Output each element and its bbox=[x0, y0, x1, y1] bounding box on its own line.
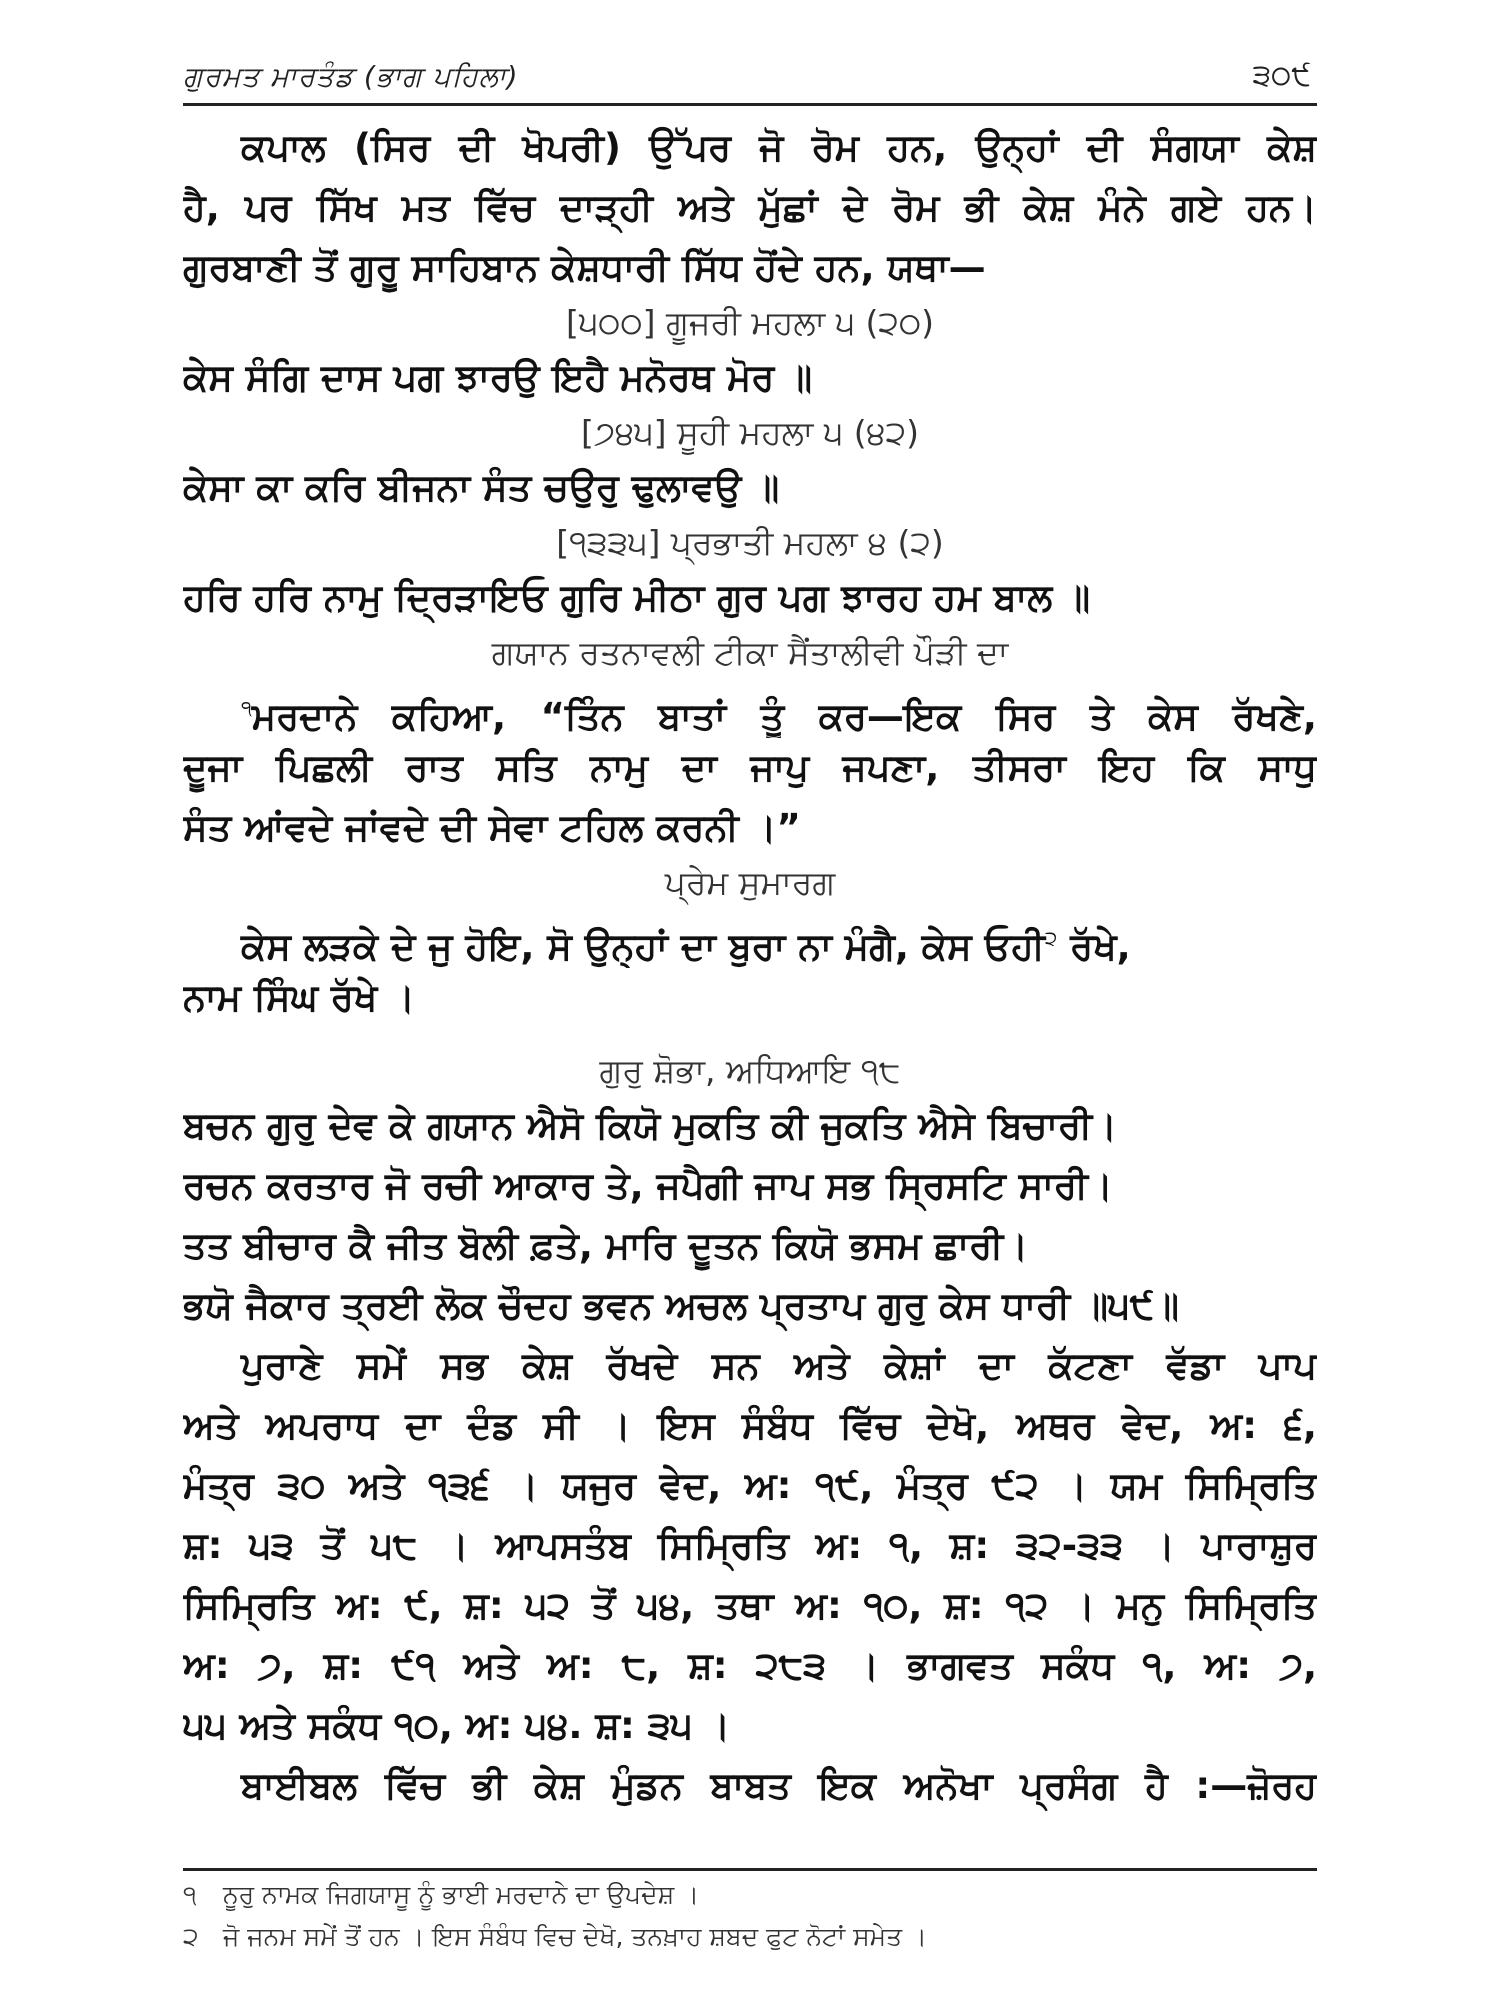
paragraph-line: ਗੁਰਬਾਣੀ ਤੋਂ ਗੁਰੂ ਸਾਹਿਬਾਨ ਕੇਸ਼ਧਾਰੀ ਸਿੱਧ ਹੋਂਦੇ ਹਨ, ਯਥਾ— bbox=[183, 246, 986, 289]
scripture-quote: ਹਰਿ ਹਰਿ ਨਾਮੁ ਦ੍ਰਿੜਾਇਓ ਗੁਰਿ ਮੀਠਾ ਗੁਰ ਪਗ ਝਾਰਹ ਹਮ ਬਾਲ ॥ bbox=[183, 576, 1091, 619]
header-rule bbox=[183, 103, 1317, 106]
verse-line: ਤਤ ਬੀਚਾਰ ਕੈ ਜੀਤ ਬੋਲੀ ਫ਼ਤੇ, ਮਾਰਿ ਦੂਤਨ ਕਿਯੋ ਭਸਮ ਛਾਰੀ। bbox=[183, 1224, 1029, 1267]
paragraph-line: ਹੈ, ਪਰ ਸਿੱਖ ਮਤ ਵਿੱਚ ਦਾੜ੍ਹੀ ਅਤੇ ਮੁੱਛਾਂ ਦੇ ਰੋਮ ਭੀ ਕੇਸ਼ ਮੰਨੇ ਗਏ ਹਨ। bbox=[183, 186, 1317, 229]
paragraph-line: ੫੫ ਅਤੇ ਸਕੰਧ ੧੦, ਅ: ੫੪. ਸ਼: ੩੫ । bbox=[183, 1704, 731, 1747]
paragraph-line: ਮੰਤ੍ਰ ੩੦ ਅਤੇ ੧੩੬ । ਯਜੁਰ ਵੇਦ, ਅ: ੧੯, ਮੰਤ੍ਰ ੯੨ । ਯਮ ਸਿਮ੍ਰਿਤਿ bbox=[183, 1464, 1317, 1507]
section-title: ਗਯਾਨ ਰਤਨਾਵਲੀ ਟੀਕਾ ਸੈਂਤਾਲੀਵੀ ਪੌੜੀ ਦਾ bbox=[491, 633, 1009, 672]
footnote bbox=[183, 1922, 1317, 1952]
book-title: ਗੁਰਮਤ ਮਾਰਤੰਡ (ਭਾਗ ਪਹਿਲਾ) bbox=[183, 60, 519, 93]
spacer bbox=[183, 1028, 1317, 1046]
paragraph-line: ਕਪਾਲ (ਸਿਰ ਦੀ ਖੋਪਰੀ) ਉੱਪਰ ਜੋ ਰੋਮ ਹਨ, ਉਨ੍ਹਾਂ ਦੀ ਸੰਗਯਾ ਕੇਸ਼ bbox=[241, 126, 1317, 169]
running-header bbox=[183, 58, 1317, 102]
page-body bbox=[183, 118, 1317, 1816]
paragraph-line: ਨਾਮ ਸਿੰਘ ਰੱਖੇ । bbox=[183, 976, 416, 1019]
scripture-quote: ਕੇਸ ਸੰਗਿ ਦਾਸ ਪਗ ਝਾਰਉ ਇਹੈ ਮਨੋਰਥ ਮੋਰ ॥ bbox=[183, 356, 813, 399]
line-text: ਮਰਦਾਨੇ ਕਹਿਆ, “ਤਿੰਨ ਬਾਤਾਂ ਤੂੰ ਕਰ—ਇਕ ਸਿਰ ਤੇ ਕੇਸ ਰੱਖਣੇ, bbox=[251, 695, 1317, 738]
scripture-quote: ਕੇਸਾ ਕਾ ਕਰਿ ਬੀਜਨਾ ਸੰਤ ਚਉਰੁ ਢੁਲਾਵਉ ॥ bbox=[183, 466, 780, 509]
page-number: ੩੦੯ bbox=[1252, 58, 1311, 93]
footnote-marker: ੧ bbox=[241, 696, 252, 720]
scripture-reference: [੫੦੦] ਗੂਜਰੀ ਮਹਲਾ ੫ (੨੦) bbox=[565, 303, 935, 342]
verse-line: ਬਚਨ ਗੁਰੁ ਦੇਵ ਕੇ ਗਯਾਨ ਐਸੋ ਕਿਯੋ ਮੁਕਤਿ ਕੀ ਜੁਕਤਿ ਐਸੇ ਬਿਚਾਰੀ। bbox=[183, 1104, 1118, 1147]
scripture-reference: [੭੪੫] ਸੂਹੀ ਮਹਲਾ ੫ (੪੨) bbox=[580, 413, 920, 452]
footnote-text: ਨੂਰੁ ਨਾਮਕ ਜਿਗਯਾਸੂ ਨੂੰ ਭਾਈ ਮਰਦਾਨੇ ਦਾ ਉਪਦੇਸ਼ । bbox=[223, 1880, 700, 1909]
paragraph-line: ਅਤੇ ਅਪਰਾਧ ਦਾ ਦੰਡ ਸੀ । ਇਸ ਸੰਬੰਧ ਵਿੱਚ ਦੇਖੋ, ਅਥਰ ਵੇਦ, ਅ: ੬, bbox=[183, 1404, 1317, 1447]
paragraph-line: ਦੂਜਾ ਪਿਛਲੀ ਰਾਤ ਸਤਿ ਨਾਮੁ ਦਾ ਜਾਪੁ ਜਪਣਾ, ਤੀਸਰਾ ਇਹ ਕਿ ਸਾਧੁ bbox=[183, 746, 1317, 789]
paragraph-line bbox=[183, 908, 1317, 968]
footnote-text: ਜੋ ਜਨਮ ਸਮੇਂ ਤੋਂ ਹਨ । ਇਸ ਸੰਬੰਧ ਵਿਚ ਦੇਖੋ, ਤਨਖ਼ਾਹ ਸ਼ਬਦ ਫੁਟ ਨੋਟਾਂ ਸਮੇਤ । bbox=[223, 1922, 927, 1951]
paragraph-line: ਸਿਮ੍ਰਿਤਿ ਅ: ੯, ਸ਼: ੫੨ ਤੋਂ ੫੪, ਤਥਾ ਅ: ੧੦, ਸ਼: ੧੨ । ਮਨੁ ਸਿਮ੍ਰਿਤਿ bbox=[183, 1584, 1317, 1627]
paragraph-line: ਅ: ੭, ਸ਼: ੯੧ ਅਤੇ ਅ: ੮, ਸ਼: ੨੮੩ । ਭਾਗਵਤ ਸਕੰਧ ੧, ਅ: ੭, bbox=[183, 1644, 1317, 1687]
line-text: ਰੱਖੇ, bbox=[1057, 925, 1131, 968]
paragraph-line: ਪੁਰਾਣੇ ਸਮੇਂ ਸਭ ਕੇਸ਼ ਰੱਖਦੇ ਸਨ ਅਤੇ ਕੇਸ਼ਾਂ ਦਾ ਕੱਟਣਾ ਵੱਡਾ ਪਾਪ bbox=[241, 1344, 1317, 1387]
footnote-rule bbox=[183, 1868, 1317, 1871]
paragraph-line: ਬਾਈਬਲ ਵਿੱਚ ਭੀ ਕੇਸ਼ ਮੁੰਡਨ ਬਾਬਤ ਇਕ ਅਨੋਖਾ ਪ੍ਰਸੰਗ ਹੈ :—ਜ਼ੋਰਹ bbox=[241, 1764, 1317, 1807]
section-title: ਗੁਰੁ ਸ਼ੋਭਾ, ਅਧਿਆਇ ੧੮ bbox=[599, 1051, 901, 1090]
footnote bbox=[183, 1880, 1317, 1910]
paragraph-line: ਸ਼: ੫੩ ਤੋਂ ੫੮ । ਆਪਸਤੰਬ ਸਿਮ੍ਰਿਤਿ ਅ: ੧, ਸ਼: ੩੨-੩੩ । ਪਾਰਾਸ਼ੁਰ bbox=[183, 1524, 1317, 1567]
footnote-number: ੨ bbox=[183, 1922, 199, 1951]
section-title: ਪ੍ਰੇਮ ਸੁਮਾਰਗ bbox=[664, 863, 836, 902]
verse-line: ਭਯੋ ਜੈਕਾਰ ਤ੍ਰਈ ਲੋਕ ਚੌਦਹ ਭਵਨ ਅਚਲ ਪ੍ਰਤਾਪ ਗੁਰੁ ਕੇਸ ਧਾਰੀ ॥੫੯॥ bbox=[183, 1284, 1179, 1327]
scripture-reference: [੧੩੩੫] ਪ੍ਰਭਾਤੀ ਮਹਲਾ ੪ (੨) bbox=[556, 523, 944, 562]
paragraph-line bbox=[183, 678, 1317, 738]
paragraph-line: ਸੰਤ ਆਂਵਦੇ ਜਾਂਵਦੇ ਦੀ ਸੇਵਾ ਟਹਿਲ ਕਰਨੀ ।” bbox=[183, 806, 801, 849]
verse-line: ਰਚਨ ਕਰਤਾਰ ਜੋ ਰਚੀ ਆਕਾਰ ਤੇ, ਜਪੈਗੀ ਜਾਪ ਸਭ ਸ੍ਰਿਸਟਿ ਸਾਰੀ। bbox=[183, 1164, 1113, 1207]
footnote-marker: ੨ bbox=[1044, 926, 1058, 950]
footnote-number: ੧ bbox=[183, 1880, 197, 1909]
line-text: ਕੇਸ ਲੜਕੇ ਦੇ ਜੁ ਹੋਇ, ਸੋ ਉਨ੍ਹਾਂ ਦਾ ਬੁਰਾ ਨਾ ਮੰਗੈ, ਕੇਸ ਓਹੀ bbox=[241, 925, 1045, 968]
